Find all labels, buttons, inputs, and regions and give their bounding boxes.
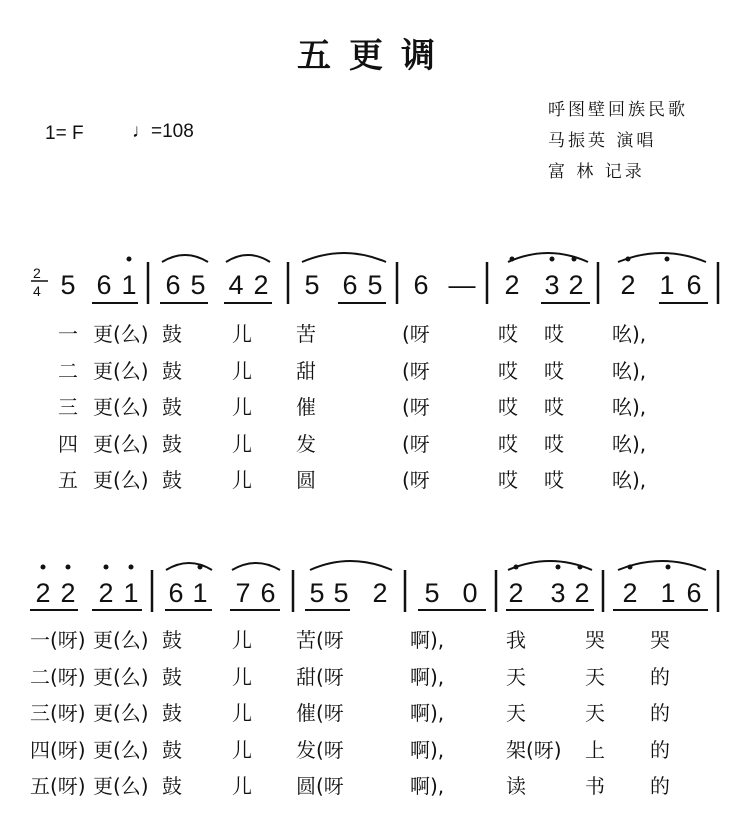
lyric-syllable: 鼓 — [162, 628, 182, 652]
lyric-syllable: 三 — [58, 395, 78, 419]
octave-dot — [104, 565, 109, 570]
note: 2 — [622, 578, 638, 608]
note: 4 — [228, 270, 244, 300]
lyric-syllable: 啊), — [410, 628, 445, 652]
lyric-syllable: 架(呀) — [506, 737, 562, 762]
lyric-syllable: 四 — [58, 431, 78, 456]
lyric-syllable: 儿 — [232, 431, 252, 456]
note: 2 — [620, 270, 636, 300]
note: 1 — [121, 270, 137, 300]
tempo-marking: ♩=108 — [132, 121, 194, 142]
key-signature: 1= F — [45, 123, 84, 144]
lyric-syllable: 更(么) — [93, 737, 149, 762]
lyric-syllable: 哎 — [544, 468, 564, 492]
lyric-syllable: 天 — [585, 701, 605, 725]
octave-dot — [550, 257, 555, 262]
note: 5 — [424, 578, 440, 608]
lyric-syllable: 儿 — [232, 701, 252, 725]
octave-dot — [665, 257, 670, 262]
slur — [310, 561, 392, 570]
note: 5 — [190, 270, 206, 300]
lyric-syllable: 天 — [506, 701, 526, 725]
lyric-syllable: 哎 — [544, 395, 564, 419]
note: 1 — [660, 578, 676, 608]
note: 5 — [60, 270, 76, 300]
note: 2 — [504, 270, 520, 300]
note: 6 — [686, 578, 702, 608]
lyric-syllable: 更(么) — [93, 322, 149, 346]
lyric-syllable: 天 — [585, 664, 605, 689]
lyric-syllable: 的 — [650, 774, 670, 798]
note: 7 — [235, 578, 251, 608]
lyric-syllable: 二 — [58, 358, 78, 383]
lyric-syllable: (呀 — [402, 322, 430, 346]
note: 6 — [165, 270, 181, 300]
lyric-syllable: 鼓 — [162, 322, 182, 346]
time-signature-top: 2 — [33, 265, 41, 281]
lyric-syllable: 儿 — [232, 468, 252, 492]
lyric-syllable: 书 — [585, 774, 605, 798]
lyric-syllable: 儿 — [232, 774, 252, 798]
lyric-syllable: 鼓 — [162, 431, 182, 456]
lyric-syllable: 我 — [506, 628, 526, 652]
lyric-syllable: 儿 — [232, 737, 252, 762]
lyric-syllable: 鼓 — [162, 664, 182, 689]
lyric-syllable: 甜(呀 — [296, 664, 344, 689]
lyric-syllable: 啊), — [410, 701, 445, 725]
slur — [232, 563, 280, 570]
lyric-syllable: 鼓 — [162, 395, 182, 419]
octave-dot — [514, 565, 519, 570]
lyric-syllable: 更(么) — [93, 431, 149, 456]
octave-dot — [628, 565, 633, 570]
note: 1 — [659, 270, 675, 300]
lyric-syllable: 发(呀 — [296, 737, 344, 762]
lyric-syllable: 鼓 — [162, 358, 182, 383]
octave-dot — [41, 565, 46, 570]
lyric-syllable: 哎 — [544, 322, 564, 346]
lyric-syllable: 哎 — [544, 431, 564, 456]
lyric-syllable: 鼓 — [162, 701, 182, 725]
octave-dot — [127, 257, 132, 262]
lyric-syllable: 天 — [506, 664, 526, 689]
lyric-syllable: 哎 — [498, 468, 518, 492]
lyric-syllable: (呀 — [402, 431, 430, 456]
lyric-syllable: 三(呀) — [30, 701, 86, 725]
time-signature-bottom: 4 — [33, 283, 41, 299]
lyric-syllable: 啊), — [410, 774, 445, 798]
lyric-syllable: 哎 — [498, 431, 518, 456]
lyric-syllable: 哎 — [498, 395, 518, 419]
note: 2 — [98, 578, 114, 608]
note: 6 — [168, 578, 184, 608]
lyric-syllable: 催 — [296, 395, 316, 419]
lyric-syllable: 哎 — [498, 358, 518, 383]
credit-singer: 马振英 演唱 — [548, 131, 657, 151]
lyric-syllable: 儿 — [232, 628, 252, 652]
lyric-syllable: 发 — [296, 431, 316, 456]
lyric-syllable: 更(么) — [93, 664, 149, 689]
note: 2 — [372, 578, 388, 608]
note: 5 — [367, 270, 383, 300]
lyric-syllable: 读 — [506, 774, 526, 798]
note: 2 — [574, 578, 590, 608]
lyric-syllable: 一(呀) — [30, 628, 86, 652]
octave-dot — [626, 257, 631, 262]
lyric-syllable: 更(么) — [93, 395, 149, 419]
song-title: 五更调 — [297, 36, 453, 76]
lyric-syllable: (呀 — [402, 358, 430, 383]
lyric-syllable: 二(呀) — [30, 664, 86, 689]
lyric-syllable: 催(呀 — [296, 701, 344, 725]
note: 2 — [253, 270, 269, 300]
lyric-syllable: 哭 — [650, 628, 670, 652]
lyric-syllable: 吆), — [612, 358, 647, 383]
lyric-syllable: 五 — [58, 468, 78, 492]
lyric-syllable: 啊), — [410, 737, 445, 762]
slur — [166, 563, 212, 570]
lyric-syllable: 鼓 — [162, 737, 182, 762]
lyric-syllable: 吆), — [612, 322, 647, 346]
lyric-syllable: 四(呀) — [30, 737, 86, 762]
lyric-syllable: 鼓 — [162, 468, 182, 492]
note: 3 — [544, 270, 560, 300]
lyric-syllable: 更(么) — [93, 628, 149, 652]
note: 3 — [550, 578, 566, 608]
note: 6 — [413, 270, 429, 300]
lyric-syllable: 圆(呀 — [296, 774, 344, 798]
lyric-syllable: 啊), — [410, 664, 445, 689]
note: 6 — [686, 270, 702, 300]
note: 1 — [192, 578, 208, 608]
lyric-syllable: (呀 — [402, 395, 430, 419]
lyric-syllable: 吆), — [612, 431, 647, 456]
note: 2 — [35, 578, 51, 608]
note: 2 — [568, 270, 584, 300]
slur — [226, 255, 270, 262]
note: 2 — [60, 578, 76, 608]
lyric-syllable: 的 — [650, 664, 670, 689]
lyric-syllable: 儿 — [232, 358, 252, 383]
note: 5 — [304, 270, 320, 300]
lyric-syllable: 五(呀) — [30, 774, 86, 798]
lyric-syllable: 吆), — [612, 468, 647, 492]
octave-dot — [129, 565, 134, 570]
lyric-syllable: 更(么) — [93, 701, 149, 725]
note: 0 — [462, 578, 478, 608]
lyric-syllable: 儿 — [232, 395, 252, 419]
octave-dot — [556, 565, 561, 570]
note: 5 — [333, 578, 349, 608]
lyric-syllable: 的 — [650, 701, 670, 725]
lyric-syllable: 哎 — [544, 358, 564, 383]
lyric-syllable: 儿 — [232, 322, 252, 346]
note: 1 — [123, 578, 139, 608]
lyric-syllable: 儿 — [232, 664, 252, 689]
lyric-syllable: 一 — [58, 322, 78, 346]
slur — [618, 253, 706, 262]
lyric-syllable: 吆), — [612, 395, 647, 419]
note: 6 — [342, 270, 358, 300]
lyric-syllable: 更(么) — [93, 468, 149, 492]
octave-dot — [510, 257, 515, 262]
note: 6 — [260, 578, 276, 608]
octave-dot — [578, 565, 583, 570]
lyric-syllable: 鼓 — [162, 774, 182, 798]
lyric-syllable: 更(么) — [93, 774, 149, 798]
credit-recorder: 富 林 记录 — [548, 162, 645, 182]
note: 6 — [96, 270, 112, 300]
note: 2 — [508, 578, 524, 608]
lyric-syllable: 哎 — [498, 322, 518, 346]
dash: — — [448, 270, 476, 300]
lyric-syllable: 甜 — [296, 358, 316, 383]
lyric-syllable: 的 — [650, 737, 670, 762]
slur — [162, 255, 208, 262]
slur — [302, 253, 386, 262]
lyric-syllable: 苦(呀 — [296, 628, 344, 652]
octave-dot — [198, 565, 203, 570]
octave-dot — [572, 257, 577, 262]
lyric-syllable: 苦 — [296, 322, 316, 346]
lyric-syllable: (呀 — [402, 468, 430, 492]
octave-dot — [66, 565, 71, 570]
lyric-syllable: 哭 — [585, 628, 605, 652]
lyric-syllable: 圆 — [296, 468, 316, 492]
lyric-syllable: 更(么) — [93, 358, 149, 383]
octave-dot — [666, 565, 671, 570]
lyric-syllable: 上 — [585, 737, 605, 762]
credit-origin: 呼图壁回族民歌 — [548, 100, 688, 120]
note: 5 — [309, 578, 325, 608]
